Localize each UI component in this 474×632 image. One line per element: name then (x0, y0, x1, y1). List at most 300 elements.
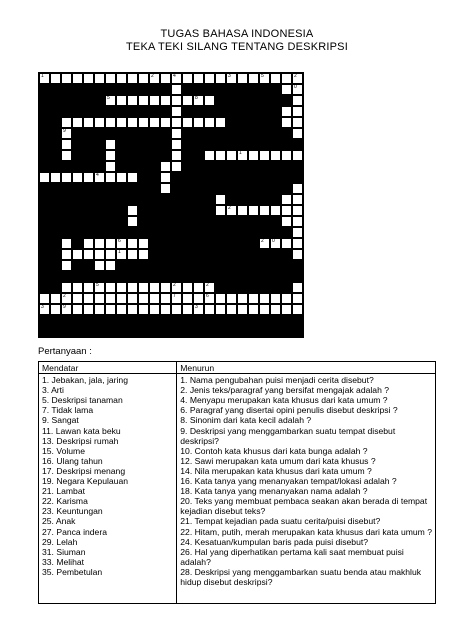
crossword-cell-black (72, 84, 83, 95)
crossword-cell-white[interactable] (116, 73, 127, 84)
crossword-cell-white[interactable] (61, 304, 72, 315)
crossword-cell-white[interactable] (215, 194, 226, 205)
crossword-cell-white[interactable] (72, 282, 83, 293)
crossword-cell-black (83, 139, 94, 150)
crossword-cell-white[interactable] (292, 249, 303, 260)
crossword-cell-white[interactable] (116, 172, 127, 183)
crossword-cell-white[interactable] (237, 73, 248, 84)
crossword-cell-white[interactable] (72, 117, 83, 128)
crossword-cell-white[interactable] (292, 128, 303, 139)
crossword-cell-white[interactable] (171, 117, 182, 128)
crossword-cell-white[interactable] (138, 282, 149, 293)
crossword-cell-black (39, 282, 50, 293)
crossword-cell-black (204, 249, 215, 260)
crossword-cell-white[interactable] (204, 150, 215, 161)
crossword-cell-white[interactable] (116, 293, 127, 304)
crossword-cell-black (226, 117, 237, 128)
crossword-cell-white[interactable] (138, 73, 149, 84)
crossword-cell-white[interactable] (182, 282, 193, 293)
crossword-cell-white[interactable] (226, 205, 237, 216)
crossword-cell-black (127, 106, 138, 117)
crossword-cell-white[interactable] (237, 150, 248, 161)
crossword-cell-black (39, 227, 50, 238)
crossword-cell-white[interactable] (61, 260, 72, 271)
crossword-cell-white[interactable] (292, 282, 303, 293)
crossword-cell-white[interactable] (94, 249, 105, 260)
crossword-cell-white[interactable] (270, 293, 281, 304)
crossword-cell-black (182, 84, 193, 95)
crossword-cell-white[interactable] (105, 282, 116, 293)
crossword-cell-black (149, 249, 160, 260)
crossword-cell-white[interactable] (292, 117, 303, 128)
crossword-cell-white[interactable] (270, 150, 281, 161)
crossword-cell-white[interactable] (61, 238, 72, 249)
crossword-cell-white[interactable] (226, 293, 237, 304)
crossword-cell-black (127, 271, 138, 282)
clue-number: 2 (228, 205, 231, 211)
mendatar-clue: 17. Deskripsi menang (42, 465, 126, 476)
crossword-cell-white[interactable] (149, 73, 160, 84)
crossword-cell-white[interactable] (292, 84, 303, 95)
crossword-cell-black (270, 95, 281, 106)
crossword-cell-black (171, 205, 182, 216)
mendatar-clue: 35. Pembetulan (42, 566, 103, 577)
crossword-cell-white[interactable] (259, 150, 270, 161)
crossword-cell-white[interactable] (160, 304, 171, 315)
crossword-cell-black (171, 326, 182, 337)
crossword-cell-white[interactable] (259, 293, 270, 304)
mendatar-clue: 25. Anak (42, 516, 76, 527)
crossword-cell-black (204, 227, 215, 238)
crossword-cell-white[interactable] (171, 84, 182, 95)
crossword-cell-white[interactable] (215, 205, 226, 216)
crossword-cell-black (204, 106, 215, 117)
crossword-cell-white[interactable] (149, 304, 160, 315)
mendatar-clue: 7. Tidak lama (42, 405, 94, 416)
crossword-cell-black (270, 128, 281, 139)
crossword-cell-white[interactable] (72, 73, 83, 84)
crossword-cell-white[interactable] (160, 95, 171, 106)
crossword-cell-white[interactable] (127, 95, 138, 106)
crossword-cell-black (193, 315, 204, 326)
crossword-cell-black (204, 128, 215, 139)
crossword-cell-white[interactable] (105, 238, 116, 249)
crossword-cell-white[interactable] (83, 172, 94, 183)
crossword-cell-white[interactable] (281, 304, 292, 315)
crossword-cell-white[interactable] (204, 304, 215, 315)
crossword-cell-white[interactable] (204, 117, 215, 128)
crossword-cell-black (83, 271, 94, 282)
crossword-cell-white[interactable] (292, 293, 303, 304)
crossword-cell-white[interactable] (50, 73, 61, 84)
crossword-cell-black (94, 139, 105, 150)
crossword-cell-white[interactable] (105, 172, 116, 183)
crossword-cell-white[interactable] (127, 216, 138, 227)
crossword-cell-white[interactable] (94, 73, 105, 84)
crossword-cell-white[interactable] (248, 150, 259, 161)
crossword-cell-white[interactable] (171, 73, 182, 84)
crossword-cell-black (39, 183, 50, 194)
crossword-cell-black (193, 183, 204, 194)
crossword-cell-white[interactable] (94, 293, 105, 304)
crossword-cell-white[interactable] (105, 139, 116, 150)
crossword-cell-white[interactable] (281, 84, 292, 95)
crossword-cell-black (193, 139, 204, 150)
crossword-cell-white[interactable] (292, 205, 303, 216)
crossword-cell-black (226, 172, 237, 183)
crossword-cell-black (182, 106, 193, 117)
crossword-cell-white[interactable] (149, 282, 160, 293)
crossword-cell-white[interactable] (193, 282, 204, 293)
crossword-cell-white[interactable] (281, 150, 292, 161)
crossword-cell-white[interactable] (204, 293, 215, 304)
crossword-cell-black (83, 106, 94, 117)
crossword-cell-white[interactable] (204, 282, 215, 293)
crossword-cell-white[interactable] (83, 282, 94, 293)
crossword-cell-black (61, 95, 72, 106)
crossword-cell-white[interactable] (127, 282, 138, 293)
crossword-cell-white[interactable] (83, 249, 94, 260)
crossword-cell-white[interactable] (215, 73, 226, 84)
crossword-cell-white[interactable] (259, 73, 270, 84)
crossword-cell-white[interactable] (160, 73, 171, 84)
crossword-cell-white[interactable] (127, 304, 138, 315)
crossword-cell-white[interactable] (83, 238, 94, 249)
crossword-cell-white[interactable] (105, 150, 116, 161)
crossword-cell-white[interactable] (171, 150, 182, 161)
crossword-cell-white[interactable] (61, 249, 72, 260)
crossword-cell-white[interactable] (237, 205, 248, 216)
crossword-cell-black (50, 161, 61, 172)
crossword-cell-white[interactable] (292, 304, 303, 315)
crossword-cell-white[interactable] (160, 282, 171, 293)
crossword-cell-white[interactable] (292, 216, 303, 227)
crossword-cell-white[interactable] (61, 73, 72, 84)
crossword-cell-black (182, 161, 193, 172)
clue-number: 5 (96, 282, 99, 288)
crossword-cell-black (281, 95, 292, 106)
crossword-cell-white[interactable] (127, 172, 138, 183)
crossword-cell-white[interactable] (127, 205, 138, 216)
crossword-cell-black (83, 216, 94, 227)
crossword-cell-black (116, 106, 127, 117)
crossword-cell-white[interactable] (105, 73, 116, 84)
crossword-cell-white[interactable] (61, 150, 72, 161)
crossword-cell-black (259, 249, 270, 260)
crossword-cell-black (237, 326, 248, 337)
crossword-cell-black (215, 161, 226, 172)
crossword-cell-white[interactable] (61, 128, 72, 139)
crossword-cell-white[interactable] (94, 304, 105, 315)
crossword-cell-white[interactable] (105, 95, 116, 106)
crossword-cell-black (149, 172, 160, 183)
crossword-cell-white[interactable] (116, 117, 127, 128)
crossword-cell-white[interactable] (105, 293, 116, 304)
crossword-cell-white[interactable] (116, 282, 127, 293)
crossword-cell-black (237, 249, 248, 260)
crossword-cell-white[interactable] (116, 304, 127, 315)
crossword-cell-black (204, 326, 215, 337)
crossword-cell-white[interactable] (138, 293, 149, 304)
crossword-cell-black (204, 161, 215, 172)
crossword-cell-black (138, 315, 149, 326)
crossword-cell-white[interactable] (281, 205, 292, 216)
crossword-cell-black (281, 128, 292, 139)
crossword-cell-white[interactable] (160, 117, 171, 128)
crossword-cell-white[interactable] (61, 293, 72, 304)
crossword-cell-black (39, 139, 50, 150)
crossword-cell-white[interactable] (72, 304, 83, 315)
crossword-cell-black (72, 205, 83, 216)
crossword-cell-black (127, 139, 138, 150)
crossword-cell-white[interactable] (39, 73, 50, 84)
clue-number: 6 (206, 293, 209, 299)
crossword-cell-white[interactable] (127, 249, 138, 260)
crossword-cell-white[interactable] (105, 161, 116, 172)
crossword-cell-black (237, 271, 248, 282)
crossword-cell-white[interactable] (270, 73, 281, 84)
crossword-cell-black (259, 84, 270, 95)
crossword-cell-white[interactable] (248, 73, 259, 84)
crossword-cell-black (248, 238, 259, 249)
crossword-cell-black (50, 216, 61, 227)
crossword-cell-white[interactable] (171, 139, 182, 150)
crossword-cell-black (160, 194, 171, 205)
crossword-cell-black (215, 326, 226, 337)
menurun-clue: 4. Menyapu merupakan kata khusus dari kata umum ? (180, 395, 388, 406)
crossword-cell-white[interactable] (204, 95, 215, 106)
crossword-cell-white[interactable] (226, 150, 237, 161)
crossword-cell-white[interactable] (248, 304, 259, 315)
crossword-cell-white[interactable] (215, 117, 226, 128)
crossword-cell-white[interactable] (138, 117, 149, 128)
crossword-cell-white[interactable] (61, 139, 72, 150)
crossword-cell-white[interactable] (171, 282, 182, 293)
crossword-cell-white[interactable] (248, 293, 259, 304)
crossword-cell-black (215, 315, 226, 326)
crossword-cell-white[interactable] (226, 73, 237, 84)
crossword-cell-black (138, 183, 149, 194)
crossword-cell-white[interactable] (105, 304, 116, 315)
crossword-cell-black (204, 260, 215, 271)
crossword-cell-white[interactable] (215, 304, 226, 315)
crossword-cell-black (237, 95, 248, 106)
crossword-cell-black (39, 205, 50, 216)
crossword-cell-black (226, 216, 237, 227)
crossword-cell-white[interactable] (226, 304, 237, 315)
crossword-cell-white[interactable] (50, 293, 61, 304)
crossword-cell-black (127, 183, 138, 194)
crossword-cell-black (138, 260, 149, 271)
crossword-cell-white[interactable] (281, 216, 292, 227)
crossword-cell-white[interactable] (83, 117, 94, 128)
crossword-cell-white[interactable] (83, 304, 94, 315)
crossword-cell-black (39, 249, 50, 260)
crossword-cell-black (149, 216, 160, 227)
crossword-cell-white[interactable] (215, 293, 226, 304)
crossword-cell-black (116, 139, 127, 150)
crossword-cell-white[interactable] (72, 293, 83, 304)
clue-number: 2 (173, 282, 176, 288)
crossword-cell-white[interactable] (105, 117, 116, 128)
crossword-cell-white[interactable] (50, 304, 61, 315)
crossword-cell-white[interactable] (292, 95, 303, 106)
crossword-cell-white[interactable] (94, 117, 105, 128)
crossword-cell-white[interactable] (281, 238, 292, 249)
crossword-cell-white[interactable] (204, 73, 215, 84)
crossword-cell-white[interactable] (193, 117, 204, 128)
crossword-cell-white[interactable] (292, 183, 303, 194)
crossword-cell-white[interactable] (138, 249, 149, 260)
crossword-cell-black (237, 161, 248, 172)
crossword-cell-white[interactable] (83, 73, 94, 84)
crossword-cell-white[interactable] (160, 172, 171, 183)
crossword-cell-black (116, 128, 127, 139)
crossword-cell-black (270, 172, 281, 183)
crossword-cell-white[interactable] (281, 106, 292, 117)
crossword-cell-white[interactable] (182, 304, 193, 315)
crossword-cell-black (237, 139, 248, 150)
crossword-cell-white[interactable] (182, 95, 193, 106)
crossword-cell-white[interactable] (105, 249, 116, 260)
crossword-cell-white[interactable] (116, 95, 127, 106)
crossword-cell-white[interactable] (160, 161, 171, 172)
crossword-cell-white[interactable] (94, 172, 105, 183)
crossword-cell-white[interactable] (127, 117, 138, 128)
crossword-cell-white[interactable] (182, 117, 193, 128)
crossword-cell-black (94, 326, 105, 337)
crossword-cell-white[interactable] (193, 293, 204, 304)
crossword-cell-white[interactable] (127, 293, 138, 304)
crossword-cell-black (193, 106, 204, 117)
crossword-cell-black (193, 326, 204, 337)
crossword-cell-white[interactable] (171, 293, 182, 304)
crossword-cell-black (215, 260, 226, 271)
crossword-cell-black (248, 106, 259, 117)
crossword-cell-black (182, 315, 193, 326)
crossword-cell-white[interactable] (270, 238, 281, 249)
crossword-cell-white[interactable] (281, 73, 292, 84)
crossword-cell-black (83, 84, 94, 95)
crossword-cell-white[interactable] (61, 172, 72, 183)
crossword-cell-white[interactable] (281, 117, 292, 128)
crossword-cell-black (171, 194, 182, 205)
crossword-cell-black (149, 183, 160, 194)
crossword-cell-white[interactable] (72, 172, 83, 183)
crossword-cell-white[interactable] (292, 227, 303, 238)
crossword-cell-white[interactable] (171, 128, 182, 139)
crossword-cell-white[interactable] (193, 73, 204, 84)
crossword-cell-white[interactable] (259, 304, 270, 315)
clue-number: 5 (107, 95, 110, 101)
crossword-cell-black (94, 150, 105, 161)
crossword-cell-white[interactable] (237, 304, 248, 315)
crossword-cell-white[interactable] (105, 260, 116, 271)
crossword-cell-white[interactable] (94, 260, 105, 271)
crossword-cell-white[interactable] (182, 73, 193, 84)
crossword-cell-white[interactable] (94, 282, 105, 293)
crossword-cell-white[interactable] (281, 194, 292, 205)
clue-number: 2 (151, 73, 154, 79)
crossword-cell-white[interactable] (149, 293, 160, 304)
menurun-clue: 20. Teks yang membuat pembaca seakan akan berada di tempat kejadian disebut teks? (180, 496, 428, 517)
crossword-cell-white[interactable] (292, 238, 303, 249)
crossword-cell-white[interactable] (116, 249, 127, 260)
crossword-cell-white[interactable] (259, 205, 270, 216)
crossword-cell-white[interactable] (83, 293, 94, 304)
crossword-cell-white[interactable] (270, 304, 281, 315)
crossword-cell-white[interactable] (138, 238, 149, 249)
crossword-cell-black (39, 271, 50, 282)
crossword-cell-black (94, 205, 105, 216)
crossword-cell-white[interactable] (127, 73, 138, 84)
crossword-cell-white[interactable] (149, 117, 160, 128)
crossword-cell-white[interactable] (292, 106, 303, 117)
crossword-cell-white[interactable] (292, 194, 303, 205)
crossword-cell-white[interactable] (127, 238, 138, 249)
crossword-cell-white[interactable] (292, 150, 303, 161)
crossword-cell-black (248, 216, 259, 227)
crossword-cell-black (39, 84, 50, 95)
crossword-cell-white[interactable] (39, 304, 50, 315)
crossword-cell-white[interactable] (193, 304, 204, 315)
crossword-cell-black (105, 106, 116, 117)
crossword-cell-white[interactable] (171, 95, 182, 106)
crossword-cell-black (259, 172, 270, 183)
crossword-cell-white[interactable] (149, 95, 160, 106)
crossword-cell-white[interactable] (61, 117, 72, 128)
crossword-cell-black (39, 95, 50, 106)
crossword-cell-white[interactable] (182, 293, 193, 304)
crossword-cell-black (226, 139, 237, 150)
crossword-cell-white[interactable] (237, 293, 248, 304)
crossword-cell-white[interactable] (171, 106, 182, 117)
crossword-cell-white[interactable] (171, 304, 182, 315)
crossword-cell-white[interactable] (138, 95, 149, 106)
crossword-cell-black (259, 216, 270, 227)
crossword-cell-white[interactable] (270, 205, 281, 216)
crossword-cell-white[interactable] (138, 304, 149, 315)
crossword-cell-black (138, 194, 149, 205)
clue-number: 9 (63, 304, 66, 310)
crossword-cell-black (226, 161, 237, 172)
crossword-cell-white[interactable] (94, 238, 105, 249)
crossword-cell-white[interactable] (259, 238, 270, 249)
crossword-cell-black (160, 205, 171, 216)
crossword-cell-white[interactable] (215, 150, 226, 161)
crossword-cell-white[interactable] (39, 172, 50, 183)
crossword-cell-black (83, 183, 94, 194)
crossword-cell-black (237, 128, 248, 139)
clue-number: 1 (41, 73, 44, 79)
crossword-cell-white[interactable] (160, 293, 171, 304)
crossword-cell-white[interactable] (171, 161, 182, 172)
crossword-cell-white[interactable] (116, 238, 127, 249)
crossword-cell-white[interactable] (292, 73, 303, 84)
crossword-cell-white[interactable] (39, 293, 50, 304)
crossword-cell-white[interactable] (193, 95, 204, 106)
crossword-cell-black (270, 117, 281, 128)
crossword-cell-white[interactable] (50, 172, 61, 183)
crossword-cell-white[interactable] (281, 293, 292, 304)
crossword-cell-black (160, 315, 171, 326)
crossword-cell-white[interactable] (72, 249, 83, 260)
crossword-cell-white[interactable] (61, 282, 72, 293)
crossword-cell-white[interactable] (248, 205, 259, 216)
crossword-cell-black (215, 172, 226, 183)
crossword-cell-white[interactable] (160, 183, 171, 194)
crossword-cell-black (204, 183, 215, 194)
